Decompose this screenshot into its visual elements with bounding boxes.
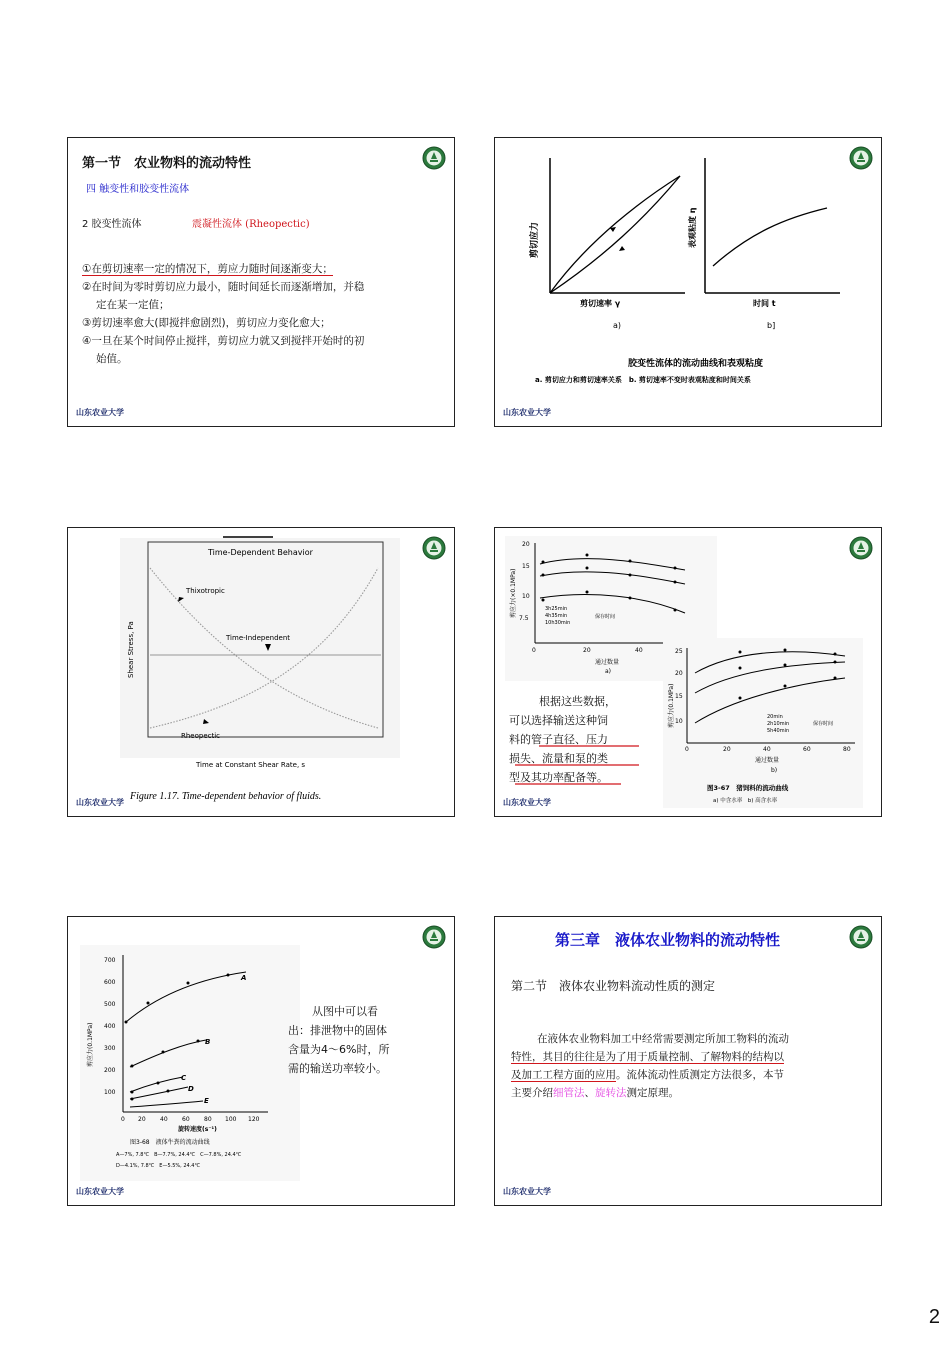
panel-b-label: b] — [767, 321, 776, 330]
chart-b-xtick: 20 — [723, 746, 731, 753]
property-item-3: ③剪切速率愈大(即搅拌愈剧烈)，剪切应力变化愈大； — [82, 317, 331, 329]
figure-caption: 图3-68 液体牛粪的流动曲线 — [130, 1139, 210, 1146]
page-number: 2 — [928, 1306, 940, 1328]
footer-university: 山东农业大学 — [503, 407, 551, 417]
slide-thumbnail-5 — [67, 916, 455, 1206]
chart-a-xlabel: 通过数量 — [595, 659, 620, 666]
chart-a-legend-2: 4h35min — [545, 613, 568, 619]
property-list — [82, 260, 442, 368]
slide-subtitle: 四 触变性和胶变性流体 — [86, 184, 190, 195]
explanation-text — [288, 1002, 389, 1078]
chart-a-ytick: 20 — [522, 541, 530, 548]
ytick: 200 — [104, 1067, 116, 1074]
curve-label-a: A — [241, 974, 247, 982]
chart-ylabel: Shear Stress, Pa — [127, 621, 135, 678]
slide-thumbnail-2 — [494, 137, 882, 427]
chapter-title: 第三章 液体农业物料的流动特性 — [555, 931, 781, 949]
figure-legend-line-2: D—4.1%, 7.8℃ E—5.5%, 24.4℃ — [116, 1163, 201, 1169]
chart-b-ytick: 10 — [675, 718, 683, 725]
chart-b-ytick: 15 — [675, 693, 683, 700]
figure-subcaption: a. 剪切应力和剪切速率关系 b. 剪切速率不变时表观粘度和时间关系 — [535, 376, 751, 384]
chart-b-xtick: 40 — [763, 746, 771, 753]
ytick: 100 — [104, 1089, 116, 1096]
paragraph-line: 。流体流动性质测定方法很多，本节 — [616, 1069, 784, 1081]
time-dependent-behavior-chart — [68, 528, 455, 817]
xtick: 100 — [225, 1116, 237, 1123]
xtick: 60 — [182, 1116, 190, 1123]
text-line: 料的管子直径、压力 — [509, 733, 608, 746]
chart-a-xtick: 0 — [532, 647, 536, 654]
chart-b-xtick: 0 — [685, 746, 689, 753]
chart-b-legend-2: 2h10min — [767, 721, 790, 727]
footer-university: 山东农业大学 — [76, 1186, 124, 1196]
thixotropic-label: Thixotropic — [186, 587, 225, 595]
paragraph-line: 在液体农业物料加工中经常需要测定所加工物料的流动 — [537, 1033, 789, 1045]
chart-b-panel: b) — [771, 767, 778, 774]
property-item-2: ②在时间为零时剪切应力最小，随时间延长而逐渐增加，并稳 — [82, 281, 365, 293]
chart-b-ytick: 25 — [675, 648, 683, 655]
text-line: 根据这些数据， — [539, 695, 616, 708]
property-item-4-cont: 始值。 — [96, 353, 128, 365]
slide-thumbnail-1 — [67, 137, 455, 427]
text-line: 型及其功率配备等。 — [509, 771, 608, 784]
method-rotational: 旋转法 — [595, 1087, 627, 1099]
panel-b-ylabel: 表观粘度 η — [688, 207, 697, 248]
footer-university: 山东农业大学 — [503, 797, 551, 807]
paragraph-line: 测定原理。 — [626, 1087, 679, 1099]
paragraph-line-highlight: 及加工工程方面的应用 — [511, 1069, 616, 1081]
liquid-manure-flow-chart — [68, 917, 455, 1206]
text-line: 需的输送功率较小。 — [288, 1062, 387, 1075]
figure-caption: Figure 1.17. Time-dependent behavior of fluids. — [130, 791, 322, 802]
section-title: 第二节 液体农业物料流动性质的测定 — [511, 979, 716, 993]
chart-ylabel: 剪应力(0.1MPa) — [87, 1022, 94, 1067]
chart-b-ylabel: 剪应力(0.1MPa) — [668, 683, 675, 728]
text-line: 含量为4～6%时，所 — [288, 1043, 390, 1056]
footer-university: 山东农业大学 — [503, 1186, 551, 1196]
panel-a-xlabel: 剪切速率 γ — [580, 299, 621, 308]
arrow-down-icon — [619, 246, 625, 251]
curve-label-c: C — [181, 1074, 187, 1082]
property-item-1: ①在剪切速率一定的情况下，剪应力随时间逐渐变大； — [82, 263, 333, 275]
paragraph-line: 主要介绍 — [511, 1087, 553, 1099]
chart-a-legend-3: 10h30min — [545, 620, 571, 626]
xtick: 80 — [204, 1116, 212, 1123]
figure-legend-line-1: A—7%, 7.8℃ B—7.7%, 24.4℃ C—7.8%, 24.4℃ — [116, 1152, 242, 1158]
panel-a-upper-curve — [550, 176, 680, 293]
chart-b-legend-1: 20min — [767, 714, 783, 720]
curve-label-b: B — [205, 1038, 211, 1046]
panel-a-lower-curve — [550, 176, 680, 293]
curve-label-e: E — [204, 1097, 209, 1105]
panel-b-curve — [713, 208, 827, 266]
separator: 、 — [584, 1087, 595, 1099]
slide-thumbnail-3 — [67, 527, 455, 817]
footer-university: 山东农业大学 — [76, 797, 124, 807]
ytick: 500 — [104, 1001, 116, 1008]
university-logo-icon — [849, 925, 873, 949]
chart-a-ytick: 10 — [522, 593, 530, 600]
chart-b-xlabel: 通过数量 — [755, 757, 780, 764]
ytick: 600 — [104, 979, 116, 986]
panel-b-xlabel: 时间 t — [753, 299, 776, 308]
rheopectic-label: Rheopectic — [181, 732, 221, 740]
section-label: 2 胶变性流体 — [82, 219, 142, 230]
text-line: 出：排泄物中的固体 — [288, 1024, 387, 1037]
chart-b-legend-3: 5h40min — [767, 728, 790, 734]
text-line: 可以选择输送这种饲 — [509, 714, 608, 727]
chart-a-xtick: 40 — [635, 647, 643, 654]
ytick: 400 — [104, 1023, 116, 1030]
chart-a-ylabel: 剪应力(×0.1MPa) — [510, 568, 517, 618]
ytick: 300 — [104, 1045, 116, 1052]
xtick: 120 — [248, 1116, 260, 1123]
section-paragraph — [511, 1030, 871, 1102]
chart-a-legend-label: 保存时间 — [595, 614, 616, 620]
panel-a-label: a) — [613, 321, 622, 330]
chart-a-ytick: 15 — [522, 563, 530, 570]
chart-b-xtick: 80 — [843, 746, 851, 753]
property-item-2-cont: 定在某一定值； — [96, 299, 170, 311]
chart-b-ytick: 20 — [675, 670, 683, 677]
rheopectic-flow-curves — [495, 138, 882, 427]
chart-b-legend-label: 保存时间 — [813, 721, 834, 727]
chart-a-legend-1: 3h25min — [545, 606, 568, 612]
ytick: 700 — [104, 957, 116, 964]
xtick: 20 — [138, 1116, 146, 1123]
chart-b-xtick: 60 — [803, 746, 811, 753]
time-independent-label: Time-Independent — [226, 634, 291, 642]
footer-university: 山东农业大学 — [76, 407, 124, 417]
figure-subcaption: a) 中含水率 b) 高含水率 — [713, 798, 778, 804]
method-capillary: 细管法 — [553, 1087, 585, 1099]
paragraph-line: 特性，其目的往往是为了用于质量控制、了解物料的结构以 — [511, 1051, 784, 1063]
university-logo-icon — [422, 146, 446, 170]
term-label: 震凝性流体 (Rheopectic) — [192, 219, 310, 230]
slide-title: 第一节 农业物料的流动特性 — [82, 156, 252, 171]
chart-title: Time-Dependent Behavior — [208, 548, 313, 557]
panel-a-ylabel: 剪切应力 — [530, 221, 540, 258]
slide-thumbnail-6 — [494, 916, 882, 1206]
figure-caption: 图3-67 猪饲料的流动曲线 — [707, 784, 789, 792]
chart-a-xtick: 20 — [583, 647, 591, 654]
text-line: 损失、流量和泵的类 — [509, 752, 608, 765]
figure-caption: 胶变性流体的流动曲线和表观粘度 — [628, 359, 764, 369]
property-item-4: ④一旦在某个时间停止搅拌，剪切应力就又到搅拌开始时的初 — [82, 335, 365, 347]
text-line: 从图中可以看 — [312, 1005, 378, 1018]
xtick: 0 — [121, 1116, 125, 1123]
slide-thumbnail-4 — [494, 527, 882, 817]
chart-xlabel: Time at Constant Shear Rate, s — [196, 761, 306, 769]
chart-a-panel: a) — [605, 668, 612, 675]
xtick: 40 — [160, 1116, 168, 1123]
curve-label-d: D — [188, 1085, 194, 1093]
chart-a-ytick: 7.5 — [519, 615, 529, 622]
chart-xlabel: 旋转速度(s⁻¹) — [178, 1126, 217, 1133]
explanation-text — [509, 692, 616, 787]
